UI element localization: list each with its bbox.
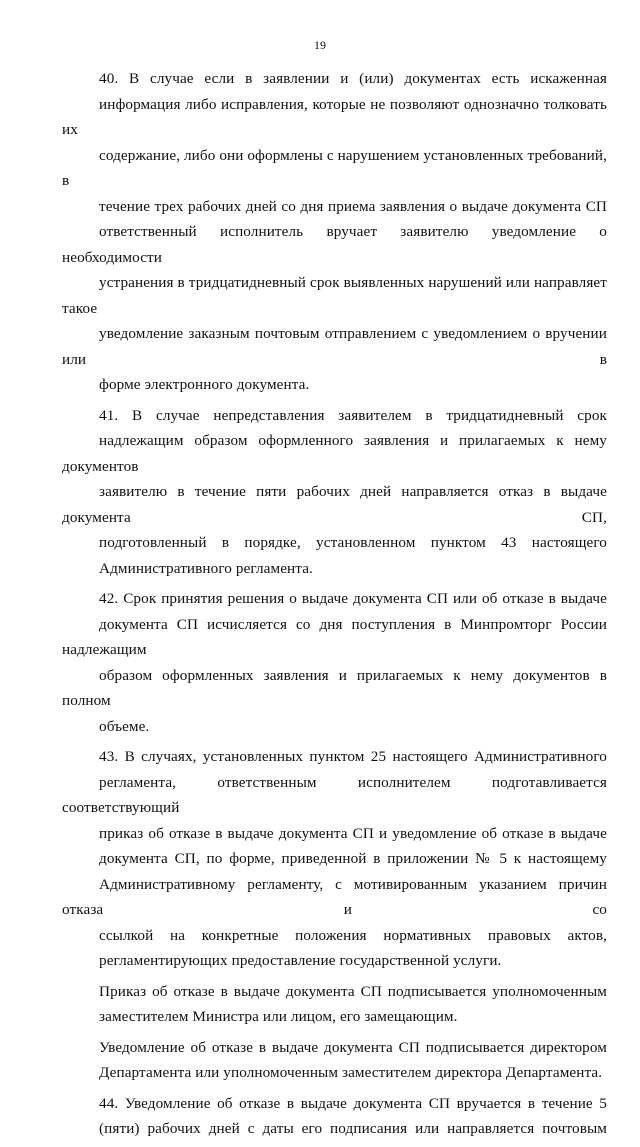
text-line: подготовленный в порядке, установленном пунктом 43 настоящего bbox=[99, 534, 607, 551]
text-line: регламента, ответственным исполнителем подготавливается соответствующий bbox=[62, 773, 607, 816]
text-line: уведомление заказным почтовым отправлением с уведомлением о вручении или в bbox=[62, 325, 607, 368]
text-line: 40. В случае если в заявлении и (или) документах есть искаженная bbox=[99, 70, 607, 87]
text-line: заявителю в течение пяти рабочих дней направляется отказ в выдаче документа СП, bbox=[62, 483, 607, 526]
text-line: документа СП исчисляется со дня поступления в Минпромторг России надлежащим bbox=[62, 615, 607, 658]
text-line: содержание, либо они оформлены с нарушением установленных требований, в bbox=[62, 146, 607, 189]
text-line: образом оформленных заявления и прилагаемых к нему документов в полном bbox=[62, 666, 607, 709]
text-line: 42. Срок принятия решения о выдаче документа СП или об отказе в выдаче bbox=[99, 590, 607, 607]
text-line: заместителем Министра или лицом, его замещающим. bbox=[99, 1008, 458, 1025]
text-line: объеме. bbox=[99, 717, 150, 735]
text-line: документа СП, по форме, приведенной в приложении № 5 к настоящему bbox=[99, 850, 607, 867]
text-line: приказ об отказе в выдаче документа СП и уведомление об отказе в выдаче bbox=[99, 824, 607, 842]
text-line: информация либо исправления, которые не позволяют однозначно толковать их bbox=[62, 95, 607, 138]
text-line: Административного регламента. bbox=[99, 559, 313, 577]
paragraph-41 bbox=[62, 403, 607, 582]
text-line: 41. В случае непредставления заявителем в тридцатидневный срок bbox=[99, 406, 607, 424]
text-line: ссылкой на конкретные положения нормативных правовых актов, bbox=[99, 926, 607, 944]
text-line: течение трех рабочих дней со дня приема заявления о выдаче документа СП bbox=[99, 197, 607, 215]
paragraph-43 bbox=[62, 744, 607, 974]
paragraph-order-signature bbox=[62, 979, 607, 1030]
paragraph-notice-signature bbox=[62, 1035, 607, 1086]
text-line: Уведомление об отказе в выдаче документа СП подписывается директором bbox=[99, 1038, 607, 1056]
text-line: Департамента или уполномоченным заместителем директора Департамента. bbox=[99, 1064, 603, 1081]
paragraph-44 bbox=[62, 1091, 607, 1142]
page-number: 19 bbox=[314, 38, 326, 52]
text-line: Приказ об отказе в выдаче документа СП подписывается уполномоченным bbox=[99, 982, 607, 1000]
text-line: (пяти) рабочих дней с даты его подписания или направляется почтовым bbox=[99, 1120, 607, 1137]
text-line: устранения в тридцатидневный срок выявленных нарушений или направляет такое bbox=[62, 274, 607, 317]
text-line: форме электронного документа. bbox=[99, 376, 310, 393]
paragraph-42 bbox=[62, 586, 607, 739]
text-line: 43. В случаях, установленных пунктом 25 настоящего Административного bbox=[99, 748, 607, 765]
paragraph-40 bbox=[62, 66, 607, 398]
text-line: ответственный исполнитель вручает заявителю уведомление о необходимости bbox=[62, 223, 607, 266]
text-line: надлежащим образом оформленного заявления и прилагаемых к нему документов bbox=[62, 432, 607, 475]
text-line: регламентирующих предоставление государственной услуги. bbox=[99, 952, 502, 969]
text-line: 44. Уведомление об отказе в выдаче документа СП вручается в течение 5 bbox=[99, 1094, 607, 1112]
text-line: Административному регламенту, с мотивированным указанием причин отказа и со bbox=[62, 875, 607, 918]
document-body bbox=[62, 66, 607, 1147]
